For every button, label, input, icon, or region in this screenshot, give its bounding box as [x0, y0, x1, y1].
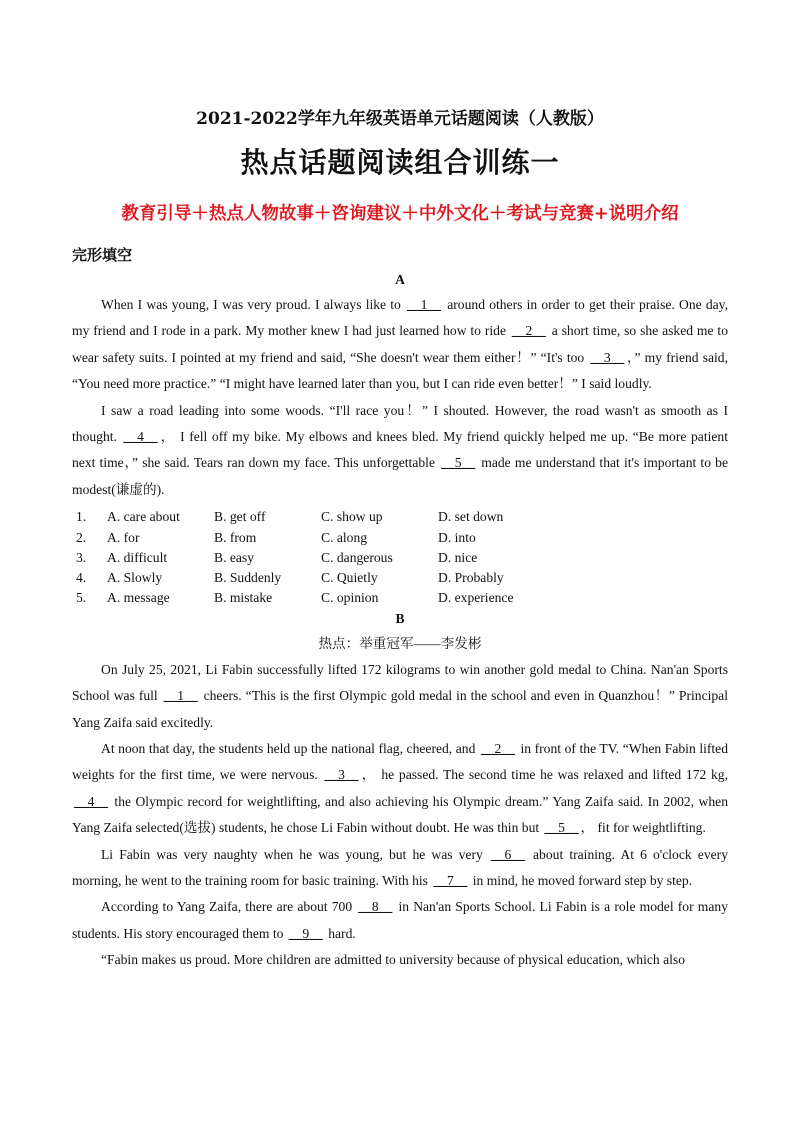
paragraph-text: “Fabin makes us proud. More children are admitted to university because of physical education, which also: [101, 952, 685, 968]
part-a-paragraph-1: [72, 292, 728, 398]
option-row: [72, 568, 728, 588]
paragraph-text: ，” my friend said, “You need more practice.” “I might have learned later than you, but I can ride even better！” I said loudly.: [72, 349, 728, 392]
answer-blank: __7__: [433, 872, 468, 888]
paragraph-text: a short time, so she asked me to wear safety suits. I pointed at my friend and said, “She doesn't wear them either！” “It's too: [72, 323, 728, 365]
part-a-options: [72, 507, 728, 608]
paragraph-text: made me understand that it's important to be modest(谦虚的).: [72, 455, 728, 497]
option-a: A. message: [107, 590, 170, 606]
paragraph-text: On July 25, 2021, Li Fabin successfully lifted 172 kilograms to win another gold medal to China. Nan'an Sports School was full: [72, 661, 728, 704]
paragraph-text: in Nan'an Sports School. Li Fabin is a role model for many students. His story encouraged them to: [72, 899, 729, 941]
question-number: 2.: [76, 529, 87, 545]
paragraph-text: I saw a road leading into some woods. “I'll race you！” I shouted. However, the road wasn't as smooth as I thought.: [72, 402, 728, 445]
option-b: B. get off: [214, 509, 266, 525]
option-c: C. opinion: [321, 590, 379, 606]
part-b-label: B: [395, 610, 405, 626]
option-c: C. show up: [321, 509, 383, 525]
option-d: D. experience: [438, 590, 514, 606]
paragraph-text: around others in order to get their praise. One day, my friend and I rode in a park. My mother knew I had just learned how to ride: [72, 297, 728, 339]
question-number: 4.: [76, 570, 87, 586]
part-b-paragraph-2: [72, 736, 728, 842]
option-a: A. care about: [107, 509, 180, 525]
answer-blank: __4__: [74, 793, 108, 809]
question-number: 1.: [76, 509, 87, 525]
answer-blank: __3__: [324, 767, 359, 783]
part-b-paragraph-4: [72, 894, 728, 947]
answer-blank: __9__: [288, 925, 323, 941]
question-number: 5.: [76, 590, 87, 606]
answer-blank: __6__: [490, 846, 525, 862]
option-b: B. Suddenly: [214, 570, 282, 586]
option-a: A. difficult: [107, 549, 168, 565]
paragraph-text: the Olympic record for weightlifting, and also achieving his Olympic dream.” Yang Zaifa said. In 2002, when Yang Zaifa selected(选拔) students, he chose Li Fabin without doubt. He was thin but: [72, 793, 728, 836]
option-row: [72, 507, 728, 527]
option-d: D. nice: [438, 549, 478, 565]
answer-blank: __4__: [123, 429, 158, 445]
part-a-label: A: [395, 272, 405, 287]
paragraph-text: ， I fell off my bike. My elbows and knees bled. My friend quickly helped me up. “Be more patient next time，” she said. Tears ran down my face. This unforgettable: [72, 429, 728, 471]
option-row: [72, 588, 728, 608]
part-b-paragraph-3: [72, 842, 728, 895]
option-b: B. easy: [214, 549, 255, 565]
option-a: A. for: [107, 529, 140, 545]
paragraph-text: ， fit for weightlifting.: [580, 820, 706, 836]
answer-blank: __5__: [441, 455, 476, 471]
paragraph-text: ， he passed. The second time he was relaxed and lifted 172 kg,: [360, 767, 728, 783]
option-d: D. into: [438, 529, 476, 545]
paragraph-text: in mind, he moved forward step by step.: [469, 872, 693, 888]
option-a: A. Slowly: [107, 570, 163, 586]
option-c: C. dangerous: [321, 549, 393, 565]
paragraph-text: According to Yang Zaifa, there are about 700: [101, 899, 357, 915]
paragraph-text: about training. At 6 o'clock every morning, he went to the training room for basic training. With his: [72, 846, 728, 888]
option-c: C. Quietly: [321, 570, 378, 586]
passage-body: [72, 270, 728, 974]
topic-subtitle: 教育引导＋热点人物故事＋咨询建议＋中外文化＋考试与竞赛+说明介绍: [121, 204, 679, 224]
paragraph-text: hard.: [324, 925, 356, 941]
answer-blank: __5__: [544, 820, 579, 836]
document-header: 2021-2022学年九年级英语单元话题阅读（人教版）: [196, 109, 604, 129]
question-number: 3.: [76, 549, 87, 565]
option-c: C. along: [321, 529, 368, 545]
answer-blank: __1__: [163, 688, 198, 704]
option-d: D. Probably: [438, 570, 504, 586]
option-b: B. from: [214, 529, 257, 545]
answer-blank: __8__: [358, 899, 393, 915]
option-b: B. mistake: [214, 590, 273, 606]
option-row: [72, 528, 728, 548]
answer-blank: __3__: [590, 349, 625, 365]
paragraph-text: cheers. “This is the first Olympic gold medal in the school and even in Quanzhou！” Principal Yang Zaifa said excitedly.: [72, 688, 728, 730]
part-a-paragraph-2: [72, 398, 728, 504]
page-title: 热点话题阅读组合训练一: [240, 146, 560, 179]
option-d: D. set down: [438, 509, 504, 525]
option-row: [72, 548, 728, 568]
paragraph-text: Li Fabin was very naughty when he was young, but he was very: [101, 846, 489, 862]
answer-blank: __2__: [480, 740, 515, 756]
section-heading: 完形填空: [72, 246, 133, 264]
part-b-paragraph-5: [72, 947, 728, 973]
hot-topic-line: 热点：举重冠军——李发彬: [318, 635, 482, 651]
paragraph-text: in front of the TV. “When Fabin lifted weights for the first time, we were nervous.: [72, 740, 729, 783]
part-b-paragraph-1: [72, 657, 728, 736]
paragraph-text: At noon that day, the students held up the national flag, cheered, and: [101, 740, 479, 756]
answer-blank: __1__: [407, 297, 442, 312]
answer-blank: __2__: [511, 323, 546, 339]
paragraph-text: When I was young, I was very proud. I always like to: [101, 297, 406, 312]
